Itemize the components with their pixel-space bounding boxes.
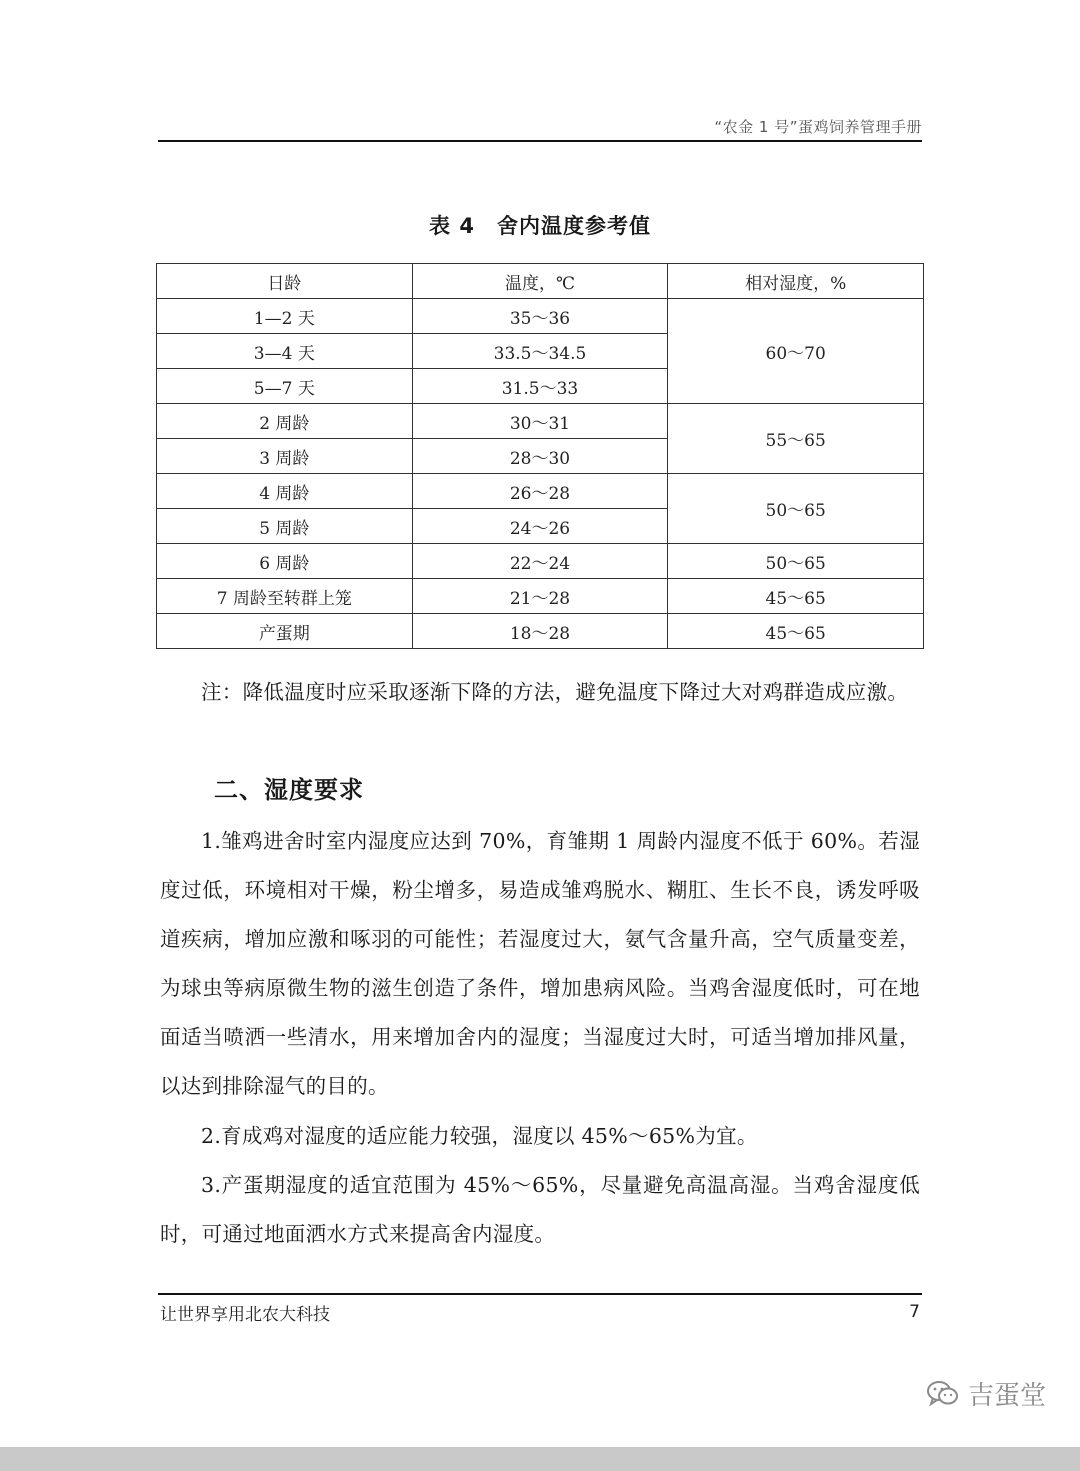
table-header-row [157,264,924,299]
age-cell: 产蛋期 [157,614,413,649]
humidity-cell: 45～65 [668,614,924,649]
table-title: 舍内温度参考值 [496,214,651,238]
paragraph-1: 1.雏鸡进舍时室内湿度应达到 70%，育雏期 1 周龄内湿度不低于 60%。若湿度过低，环境相对干燥，粉尘增多，易造成雏鸡脱水、糊肛、生长不良，诱发呼吸道疾病，增加应激和啄羽的可能性；若湿度过大，氨气含量升高，空气质量变差，为球虫等病原微生物的滋生创造了条件，增加患病风险。当鸡舍湿度低时，可在地面适当喷洒一些清水，用来增加舍内的湿度；当湿度过大时，可适当增加排风量，以达到排除湿气的目的。 [160,829,920,1098]
header-divider [158,140,922,142]
section-heading: 二、湿度要求 [214,776,364,804]
table-row [157,404,924,439]
temp-cell: 24～26 [412,509,668,544]
temp-cell: 18～28 [412,614,668,649]
humidity-cell: 55～65 [668,404,924,474]
header-humidity: 相对湿度，% [668,264,924,299]
age-cell: 7 周龄至转群上笼 [157,579,413,614]
temp-cell: 35～36 [412,299,668,334]
paragraph-2: 2.育成鸡对湿度的适应能力较强，湿度以 45%～65%为宜。 [201,1124,758,1148]
table-row [157,614,924,649]
age-cell: 5—7 天 [157,369,413,404]
humidity-cell: 50～65 [668,544,924,579]
age-cell: 4 周龄 [157,474,413,509]
footer-divider [158,1293,922,1295]
humidity-cell: 50～65 [668,474,924,544]
temp-cell: 33.5～34.5 [412,334,668,369]
temp-cell: 28～30 [412,439,668,474]
table-row [157,544,924,579]
age-cell: 3—4 天 [157,334,413,369]
age-cell: 6 周龄 [157,544,413,579]
table-note: 注：降低温度时应采取逐渐下降的方法，避免温度下降过大对鸡群造成应激。 [201,680,909,704]
page-number: 7 [909,1302,920,1322]
age-cell: 2 周龄 [157,404,413,439]
temp-cell: 26～28 [412,474,668,509]
table-row [157,299,924,334]
header-age: 日龄 [157,264,413,299]
temp-cell: 31.5～33 [412,369,668,404]
footer-slogan: 让世界享用北农大科技 [160,1305,330,1325]
temp-cell: 30～31 [412,404,668,439]
header-temperature: 温度，℃ [412,264,668,299]
temp-cell: 22～24 [412,544,668,579]
paragraph-3: 3.产蛋期湿度的适宜范围为 45%～65%，尽量避免高温高湿。当鸡舍湿度低时，可通过地面洒水方式来提高舍内湿度。 [160,1173,920,1246]
age-cell: 1—2 天 [157,299,413,334]
table-number: 表 4 [429,214,475,238]
age-cell: 5 周龄 [157,509,413,544]
humidity-cell: 45～65 [668,579,924,614]
wechat-icon [926,1379,960,1409]
running-header: “农金 1 号”蛋鸡饲养管理手册 [714,118,922,136]
age-cell: 3 周龄 [157,439,413,474]
bottom-band [0,1447,1080,1471]
table-row [157,474,924,509]
temp-cell: 21～28 [412,579,668,614]
table-caption [0,210,1080,240]
humidity-cell: 60～70 [668,299,924,404]
watermark [926,1375,1046,1412]
table-row [157,579,924,614]
temperature-table [156,263,924,649]
watermark-text: 吉蛋堂 [967,1381,1046,1411]
